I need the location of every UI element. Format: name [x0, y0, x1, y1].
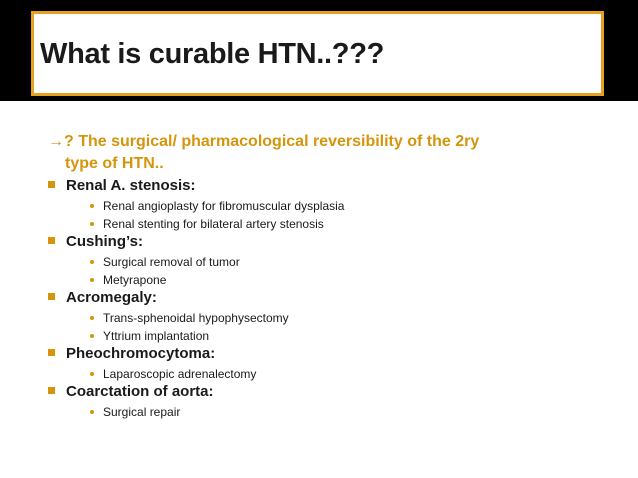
- dot-bullet-icon: [90, 260, 94, 264]
- dot-bullet-icon: [90, 410, 94, 414]
- arrow-icon: →: [48, 133, 64, 150]
- list-item: [90, 329, 209, 343]
- section-acromegaly: [48, 289, 157, 306]
- dot-bullet-icon: [90, 204, 94, 208]
- subtitle-line-2: type of HTN..: [65, 155, 164, 172]
- slide-title: What is curable HTN..???: [40, 38, 385, 70]
- dot-bullet-icon: [90, 372, 94, 376]
- subtitle: [48, 131, 588, 175]
- list-item: [90, 311, 289, 325]
- dot-bullet-icon: [90, 278, 94, 282]
- square-bullet-icon: [48, 181, 55, 188]
- list-item-text: Trans-sphenoidal hypophysectomy: [103, 311, 289, 325]
- subtitle-line-1: ? The surgical/ pharmacological reversibility of the 2ry: [64, 133, 480, 150]
- list-item-text: Laparoscopic adrenalectomy: [103, 367, 257, 381]
- section-label: Renal A. stenosis:: [66, 177, 196, 194]
- list-item: [90, 217, 324, 231]
- square-bullet-icon: [48, 237, 55, 244]
- square-bullet-icon: [48, 293, 55, 300]
- list-item-text: Surgical repair: [103, 405, 181, 419]
- list-item: [90, 273, 166, 287]
- dot-bullet-icon: [90, 316, 94, 320]
- section-label: Acromegaly:: [66, 289, 157, 306]
- list-item-text: Metyrapone: [103, 273, 167, 287]
- list-item: [90, 255, 240, 269]
- list-item-text: Renal stenting for bilateral artery stenosis: [103, 217, 324, 231]
- dot-bullet-icon: [90, 222, 94, 226]
- section-pheochromocytoma: [48, 345, 215, 362]
- title-box: [31, 11, 604, 96]
- dot-bullet-icon: [90, 334, 94, 338]
- square-bullet-icon: [48, 387, 55, 394]
- list-item-text: Surgical removal of tumor: [103, 255, 240, 269]
- section-renal-stenosis: [48, 177, 195, 194]
- section-label: Cushing’s:: [66, 233, 143, 250]
- square-bullet-icon: [48, 349, 55, 356]
- list-item-text: Renal angioplasty for fibromuscular dysplasia: [103, 199, 345, 213]
- section-cushings: [48, 233, 143, 250]
- section-label: Pheochromocytoma:: [66, 345, 216, 362]
- list-item-text: Yttrium implantation: [103, 329, 210, 343]
- slide-content: [0, 101, 638, 478]
- list-item: [90, 405, 180, 419]
- section-label: Coarctation of aorta:: [66, 383, 214, 400]
- list-item: [90, 367, 256, 381]
- section-coarctation: [48, 383, 214, 400]
- list-item: [90, 199, 344, 213]
